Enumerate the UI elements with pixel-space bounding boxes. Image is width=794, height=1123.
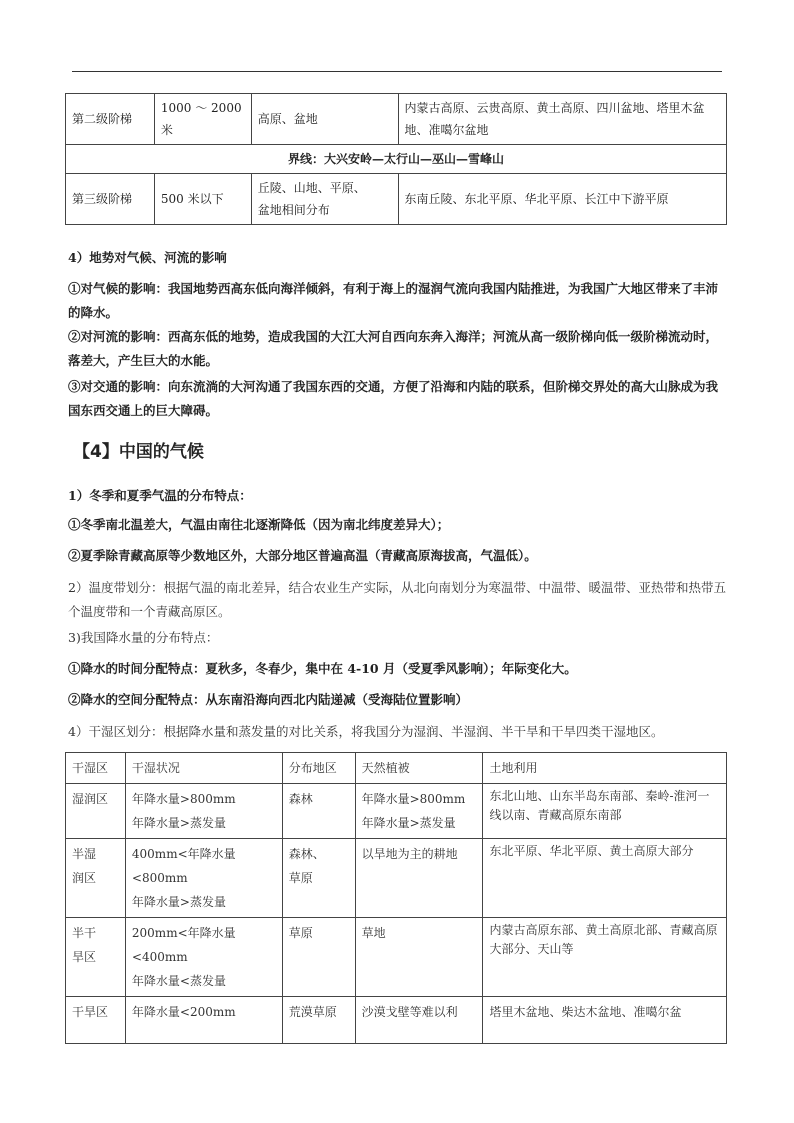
cell-line: 丘陵、山地、平原、 xyxy=(257,181,366,195)
paragraph: ②对河流的影响：西高东低的地势，造成我国的大江大河自西向东奔入海洋；河流从高一级阶梯向低一级阶梯流动时，落差大，产生巨大的水能。 xyxy=(68,329,719,368)
cell-line: 旱区 xyxy=(72,950,97,964)
table-cell: 森林 xyxy=(282,784,355,839)
paragraph: ②降水的空间分配特点：从东南沿海向西北内陆递减（受海陆位置影响） xyxy=(68,692,469,707)
cell-line: 年降水量>蒸发量 xyxy=(131,895,226,909)
boundary-cell: 界线：大兴安岭—太行山—巫山—雪峰山 xyxy=(66,145,727,174)
table-cell: 第三级阶梯 xyxy=(66,174,155,225)
cell-line: 年降水量>蒸发量 xyxy=(361,816,456,830)
cell-line: 润区 xyxy=(72,871,97,885)
table-cell xyxy=(355,784,483,839)
table-cell: 内蒙古高原、云贵高原、黄土高原、四川盆地、塔里木盆地、准噶尔盆地 xyxy=(398,94,726,145)
table-row xyxy=(66,174,727,225)
table-cell: 沙漠戈壁等难以利 xyxy=(355,997,483,1044)
paragraph: ③对交通的影响：向东流淌的大河沟通了我国东西的交通，方便了沿海和内陆的联系，但阶梯交界处的高大山脉成为我国东西交通上的巨大障碍。 xyxy=(68,379,719,418)
table-cell xyxy=(125,839,282,918)
subheading: 3)我国降水量的分布特点： xyxy=(68,630,219,645)
paragraph: ①冬季南北温差大，气温由南往北逐渐降低（因为南北纬度差异大）； xyxy=(68,517,450,532)
table-cell: 年降水量<200mm xyxy=(125,997,282,1044)
table-cell xyxy=(125,784,282,839)
cell-line: 年降水量>蒸发量 xyxy=(131,816,226,830)
paragraph: 4）干湿区划分：根据降水量和蒸发量的对比关系，将我国分为湿润、半湿润、半干旱和干旱四类干湿地区。 xyxy=(68,724,664,739)
table-cell: 干旱区 xyxy=(66,997,126,1044)
table-cell xyxy=(66,839,126,918)
column-header: 分布地区 xyxy=(282,753,355,784)
table-cell xyxy=(251,174,398,225)
table-row xyxy=(66,94,727,145)
paragraph: 2）温度带划分：根据气温的南北差异，结合农业生产实际，从北向南划分为寒温带、中温带、暖温带、亚热带和热带五个温度带和一个青藏高原区。 xyxy=(68,580,726,619)
terrain-steps-table xyxy=(65,93,727,225)
table-cell: 东北山地、山东半岛东南部、秦岭-淮河一线以南、青藏高原东南部 xyxy=(483,784,727,839)
column-header: 干湿区 xyxy=(66,753,126,784)
table-row xyxy=(66,784,727,839)
table-row xyxy=(66,145,727,174)
table-cell: 1000 ～ 2000米 xyxy=(154,94,251,145)
table-cell: 以旱地为主的耕地 xyxy=(355,839,483,918)
table-row xyxy=(66,918,727,997)
table-cell xyxy=(125,918,282,997)
column-header: 干湿状况 xyxy=(125,753,282,784)
cell-line: 森林、 xyxy=(288,847,325,861)
table-row xyxy=(66,839,727,918)
paragraph: ①降水的时间分配特点：夏秋多，冬春少，集中在 4-10 月（受夏季风影响）；年际变化大。 xyxy=(68,661,577,676)
cell-line: 半干 xyxy=(72,926,97,940)
cell-line: 200mm<年降水量<400mm xyxy=(131,926,236,964)
paragraph: ②夏季除青藏高原等少数地区外，大部分地区普遍高温（青藏高原海拔高，气温低）。 xyxy=(68,548,537,563)
table-cell: 500 米以下 xyxy=(154,174,251,225)
column-header: 土地利用 xyxy=(483,753,727,784)
table-cell: 东南丘陵、东北平原、华北平原、长江中下游平原 xyxy=(398,174,726,225)
table-cell: 荒漠草原 xyxy=(282,997,355,1044)
table-cell: 第二级阶梯 xyxy=(66,94,155,145)
cell-line: 半湿 xyxy=(72,847,97,861)
cell-line: 盆地相间分布 xyxy=(257,203,330,217)
cell-line: 400mm<年降水量<800mm xyxy=(131,847,236,885)
table-cell: 高原、盆地 xyxy=(251,94,398,145)
table-cell: 东北平原、华北平原、黄土高原大部分 xyxy=(483,839,727,918)
cell-line: 草原 xyxy=(288,871,313,885)
table-header-row xyxy=(66,753,727,784)
table-cell: 塔里木盆地、柴达木盆地、准噶尔盆 xyxy=(483,997,727,1044)
cell-line: 年降水量>800mm xyxy=(131,792,236,806)
column-header: 天然植被 xyxy=(355,753,483,784)
paragraph: ①对气候的影响：我国地势西高东低向海洋倾斜，有利于海上的湿润气流向我国内陆推进，为我国广大地区带来了丰沛的降水。 xyxy=(68,281,719,320)
cell-line: 年降水量<蒸发量 xyxy=(131,974,226,988)
table-cell xyxy=(66,918,126,997)
cell-line: 年降水量>800mm xyxy=(361,792,466,806)
table-row xyxy=(66,997,727,1044)
table-cell: 湿润区 xyxy=(66,784,126,839)
heading-terrain-influence: 4）地势对气候、河流的影响 xyxy=(68,250,227,265)
table-cell: 内蒙古高原东部、黄土高原北部、青藏高原大部分、天山等 xyxy=(483,918,727,997)
header-rule xyxy=(72,71,722,72)
dryness-zones-table xyxy=(65,752,727,1044)
subheading: 1）冬季和夏季气温的分布特点： xyxy=(68,488,252,503)
section-title: 【4】中国的气候 xyxy=(73,442,204,462)
table-cell xyxy=(282,839,355,918)
table-cell: 草地 xyxy=(355,918,483,997)
table-cell: 草原 xyxy=(282,918,355,997)
